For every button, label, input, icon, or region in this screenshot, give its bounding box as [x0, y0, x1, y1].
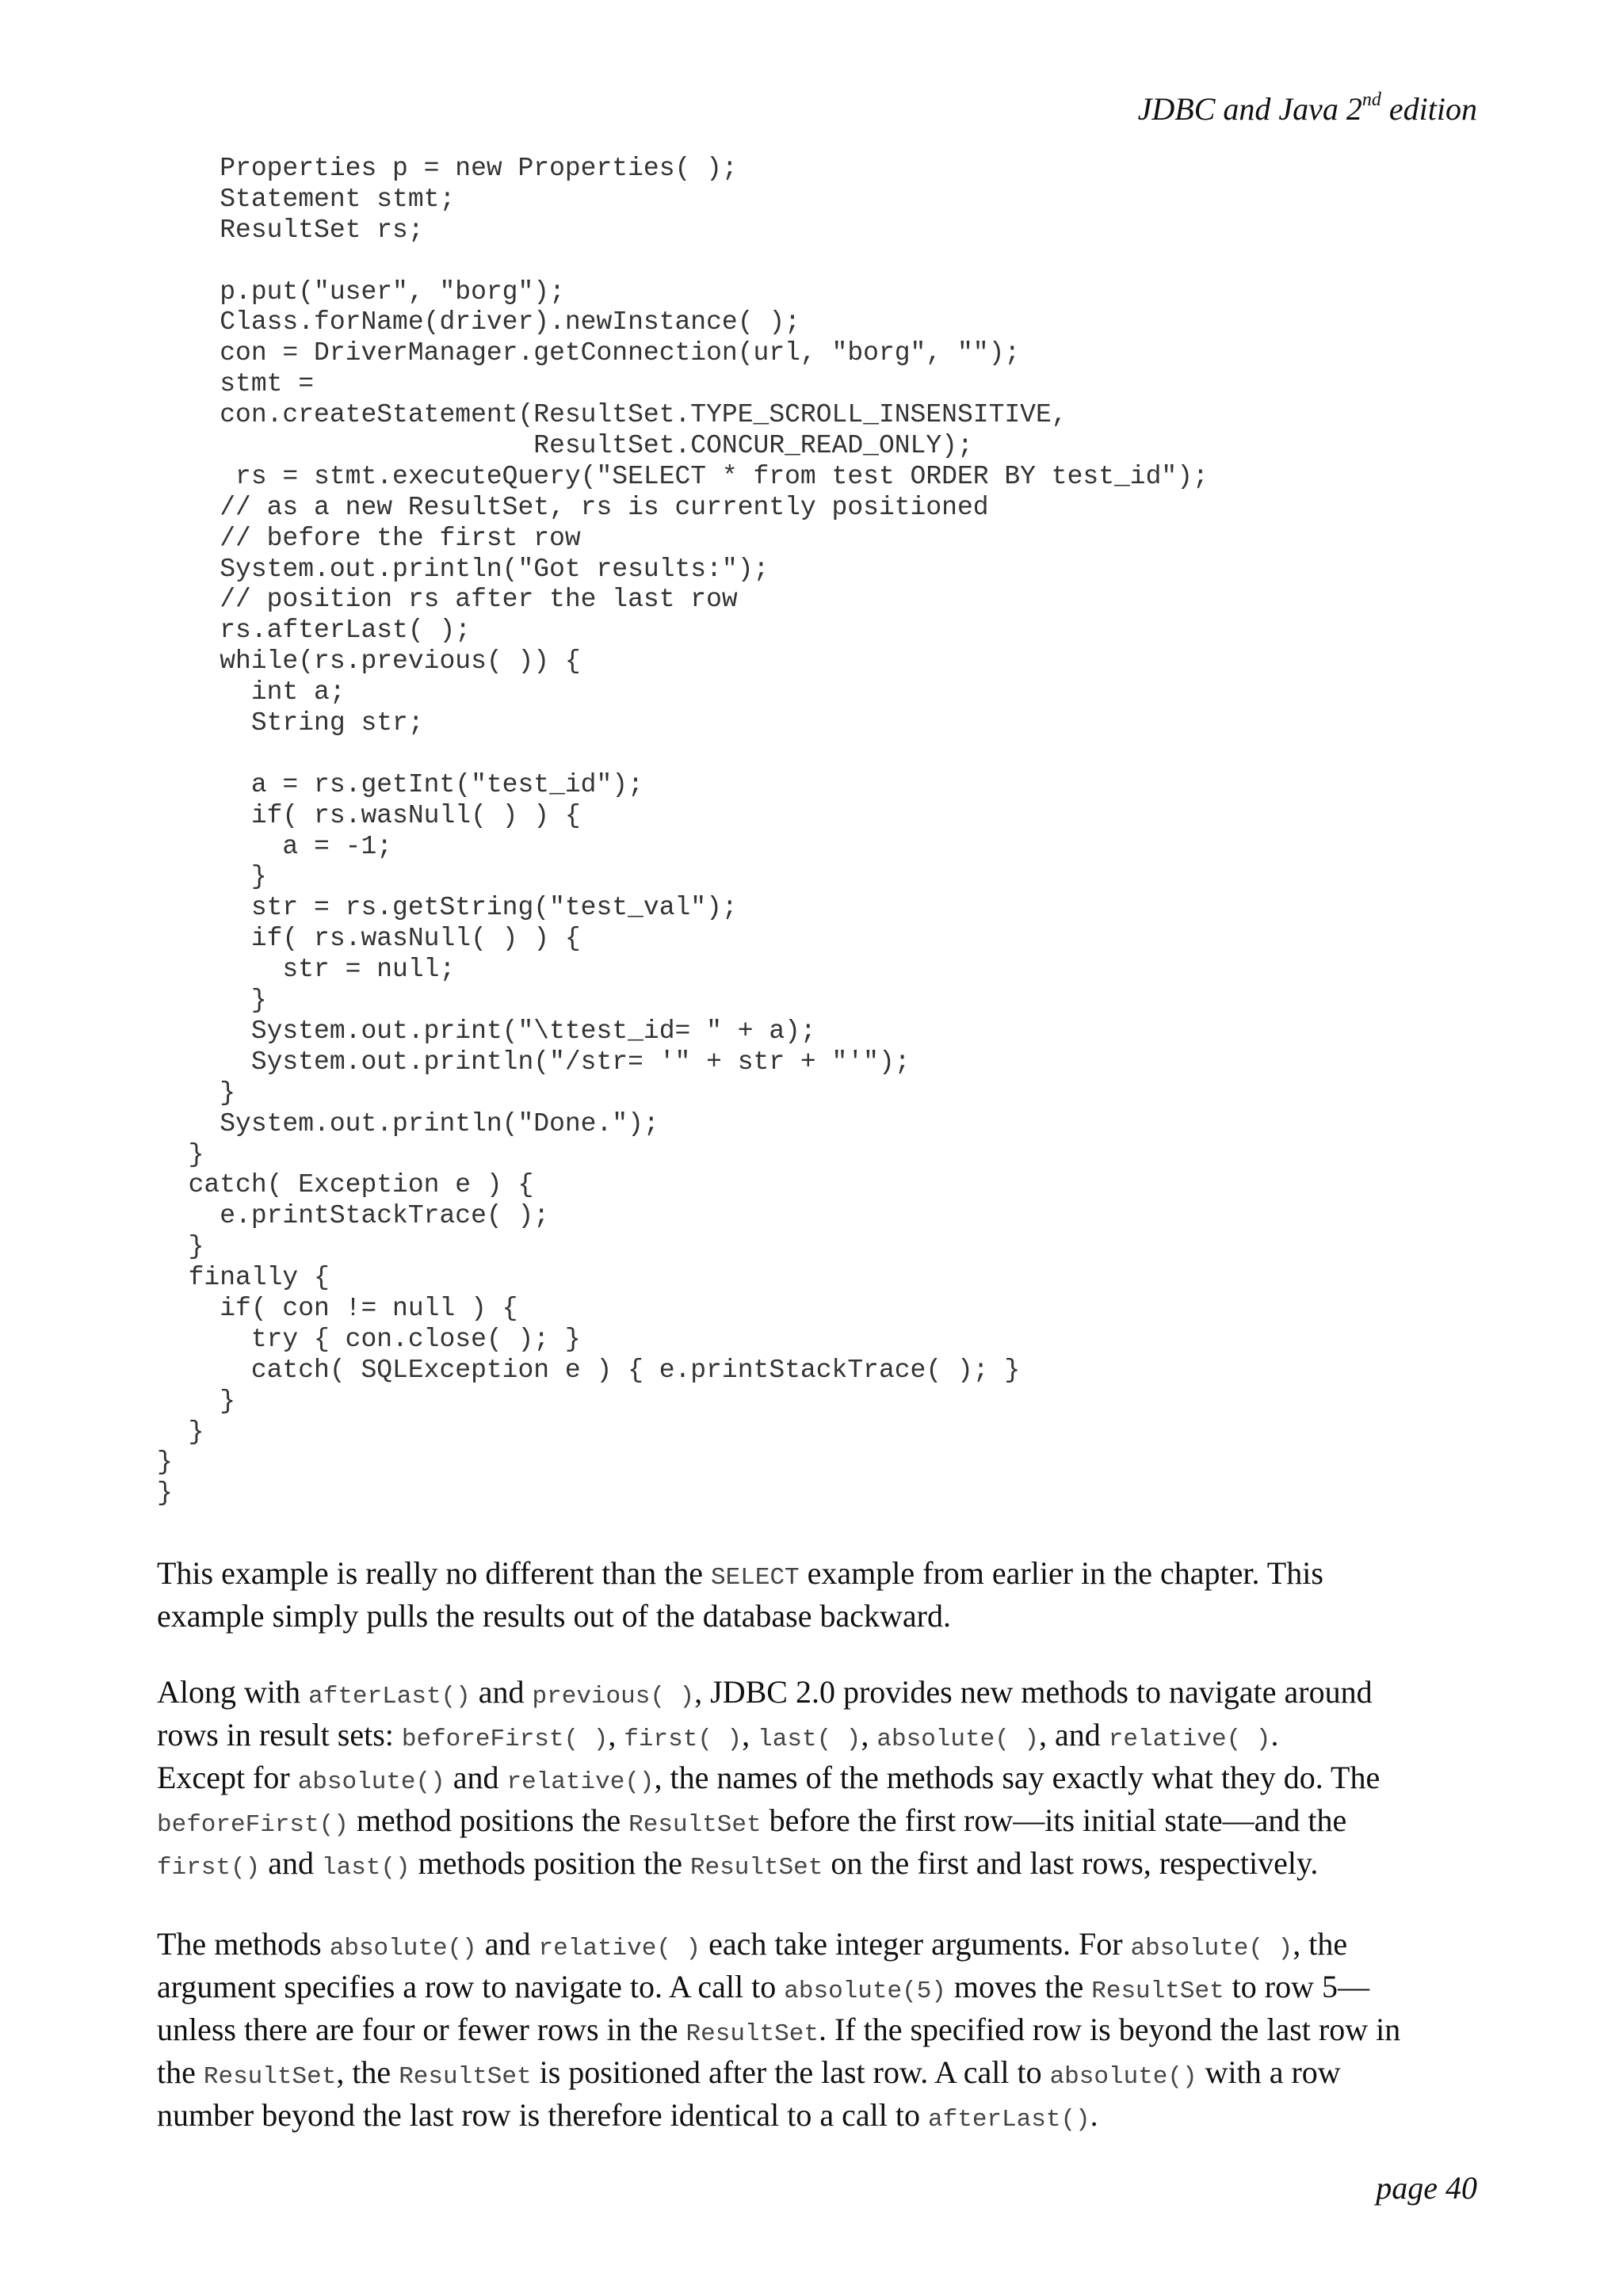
inline-code: absolute(): [329, 1935, 477, 1962]
paragraph-line: [157, 1759, 1496, 1802]
inline-code: previous( ): [532, 1683, 695, 1711]
code-line: catch( SQLException e ) { e.printStackTrace( ); }: [157, 1355, 1021, 1385]
text-run: , the: [1293, 1926, 1348, 1962]
paragraph: [157, 1925, 1496, 2139]
paragraph: [157, 1673, 1496, 1887]
text-run: methods position the: [410, 1845, 690, 1881]
text-run: and: [476, 1926, 539, 1962]
code-line: [157, 739, 1209, 770]
inline-code: relative(): [506, 1768, 655, 1796]
code-line: String str;: [157, 708, 424, 738]
inline-code: absolute(5): [784, 1978, 946, 2005]
paragraph-line: [157, 1554, 1496, 1597]
code-line: Class.forName(driver).newInstance( );: [157, 307, 800, 338]
text-run: on the first and last rows, respectively.: [823, 1845, 1319, 1881]
inline-code: absolute( ): [1130, 1935, 1293, 1962]
text-run: , JDBC 2.0 provides new methods to navigate around: [694, 1674, 1373, 1710]
text-run: the: [157, 2054, 204, 2090]
text-run: each take integer arguments. For: [701, 1926, 1131, 1962]
inline-code: afterLast(): [308, 1683, 471, 1711]
code-line: rs.afterLast( );: [157, 616, 472, 646]
page-number: page 40: [1376, 2170, 1477, 2206]
text-run: .: [1270, 1717, 1279, 1753]
code-line: try { con.close( ); }: [157, 1324, 581, 1354]
text-run: and: [445, 1760, 507, 1795]
code-line: ResultSet.CONCUR_READ_ONLY);: [157, 431, 973, 461]
code-line: a = -1;: [157, 831, 393, 861]
code-line: // as a new ResultSet, rs is currently positioned: [157, 492, 989, 522]
inline-code: absolute(): [1049, 2063, 1197, 2091]
paragraph-line: [157, 1968, 1496, 2011]
paragraph-line: [157, 1597, 1496, 1635]
inline-code: ResultSet: [628, 1811, 762, 1839]
inline-code: last(): [322, 1854, 411, 1882]
inline-code: absolute(): [297, 1768, 445, 1796]
code-line: System.out.print("\ttest_id= " + a);: [157, 1016, 816, 1046]
code-line: }: [157, 1447, 173, 1478]
inline-code: SELECT: [711, 1564, 800, 1592]
paragraph-line: [157, 2096, 1496, 2139]
inline-code: absolute( ): [876, 1726, 1040, 1753]
code-line: if( rs.wasNull( ) ) {: [157, 800, 581, 830]
text-run: Along with: [157, 1674, 309, 1710]
code-line: while(rs.previous( )) {: [157, 646, 581, 677]
text-run: The methods: [157, 1926, 330, 1962]
body-text: [157, 1554, 1496, 2177]
code-line: System.out.println("/str= '" + str + "'");: [157, 1047, 911, 1077]
text-run: is positioned after the last row. A call to: [531, 2054, 1050, 2090]
code-line: Properties p = new Properties( );: [157, 154, 738, 183]
code-line: // position rs after the last row: [157, 585, 738, 615]
inline-code: ResultSet: [1091, 1978, 1224, 2005]
text-run: ,: [861, 1717, 877, 1753]
code-line: str = rs.getString("test_val");: [157, 893, 738, 923]
code-line: catch( Exception e ) {: [157, 1170, 534, 1200]
code-line: a = rs.getInt("test_id");: [157, 769, 643, 799]
text-run: , the: [336, 2054, 399, 2090]
text-run: , and: [1039, 1717, 1109, 1753]
text-run: and: [470, 1674, 533, 1710]
code-line: int a;: [157, 677, 346, 707]
header-title: JDBC and Java 2: [1137, 91, 1362, 127]
code-line: // before the first row: [157, 523, 581, 553]
inline-code: relative( ): [1108, 1726, 1271, 1753]
code-line: finally {: [157, 1263, 330, 1293]
text-run: This example is really no different than the: [157, 1555, 712, 1591]
page-header: [1137, 90, 1477, 127]
text-run: unless there are four or fewer rows in the: [157, 2012, 686, 2047]
code-line: System.out.println("Got results:");: [157, 554, 769, 584]
paragraph-line: [157, 1844, 1496, 1887]
text-run: to row 5—: [1224, 1969, 1369, 2004]
code-line: rs = stmt.executeQuery("SELECT * from test ORDER BY test_id");: [157, 461, 1209, 491]
inline-code: relative( ): [538, 1935, 701, 1962]
code-line: }: [157, 1232, 204, 1262]
code-line: if( con != null ) {: [157, 1293, 518, 1323]
text-run: . If the specified row is beyond the last row in: [818, 2012, 1401, 2047]
text-run: and: [260, 1845, 322, 1881]
code-line: }: [157, 1478, 173, 1508]
text-run: .: [1090, 2097, 1098, 2133]
inline-code: first( ): [624, 1726, 743, 1753]
text-run: , the names of the methods say exactly what they do. The: [654, 1760, 1381, 1795]
code-line: ResultSet rs;: [157, 215, 424, 245]
inline-code: beforeFirst( ): [401, 1726, 609, 1753]
header-title-suffix: edition: [1381, 91, 1477, 127]
inline-code: ResultSet: [689, 1854, 823, 1882]
text-run: ,: [742, 1717, 758, 1753]
paragraph-line: [157, 1716, 1496, 1759]
text-run: rows in result sets:: [157, 1717, 402, 1753]
code-line: stmt =: [157, 369, 315, 399]
code-line: [157, 246, 1209, 277]
text-run: method positions the: [348, 1802, 629, 1838]
inline-code: last( ): [758, 1726, 861, 1753]
text-run: before the first row—its initial state—and the: [761, 1802, 1347, 1838]
inline-code: ResultSet: [685, 2020, 819, 2048]
code-line: p.put("user", "borg");: [157, 277, 565, 307]
code-line: }: [157, 1417, 204, 1447]
code-line: str = null;: [157, 955, 456, 985]
inline-code: beforeFirst(): [157, 1811, 349, 1839]
code-line: System.out.println("Done.");: [157, 1108, 659, 1138]
paragraph-line: [157, 2011, 1496, 2054]
code-listing: [157, 154, 1209, 1509]
code-line: con.createStatement(ResultSet.TYPE_SCROLL_INSENSITIVE,: [157, 400, 1067, 430]
text-run: example from earlier in the chapter. This: [799, 1555, 1323, 1591]
code-line: }: [157, 1077, 236, 1108]
code-line: }: [157, 986, 267, 1016]
text-run: argument specifies a row to navigate to. A call to: [157, 1969, 785, 2004]
inline-code: ResultSet: [203, 2063, 337, 2091]
text-run: Except for: [157, 1760, 298, 1795]
code-line: }: [157, 862, 267, 892]
code-line: }: [157, 1386, 236, 1416]
paragraph-line: [157, 1925, 1496, 1968]
text-run: example simply pulls the results out of the database backward.: [157, 1598, 951, 1634]
paragraph-line: [157, 1802, 1496, 1844]
text-run: with a row: [1197, 2054, 1341, 2090]
code-line: Statement stmt;: [157, 184, 456, 214]
code-line: if( rs.wasNull( ) ) {: [157, 924, 581, 954]
text-run: ,: [608, 1717, 624, 1753]
inline-code: afterLast(): [928, 2106, 1090, 2134]
inline-code: first(): [157, 1854, 261, 1882]
header-title-superscript: nd: [1361, 90, 1381, 110]
paragraph-line: [157, 2054, 1496, 2096]
text-run: moves the: [945, 1969, 1092, 2004]
paragraph-line: [157, 1673, 1496, 1716]
code-line: e.printStackTrace( );: [157, 1201, 550, 1231]
paragraph: [157, 1554, 1496, 1635]
inline-code: ResultSet: [399, 2063, 532, 2091]
code-line: }: [157, 1139, 204, 1169]
code-line: con = DriverManager.getConnection(url, "borg", "");: [157, 338, 1021, 368]
text-run: number beyond the last row is therefore identical to a call to: [157, 2097, 929, 2133]
